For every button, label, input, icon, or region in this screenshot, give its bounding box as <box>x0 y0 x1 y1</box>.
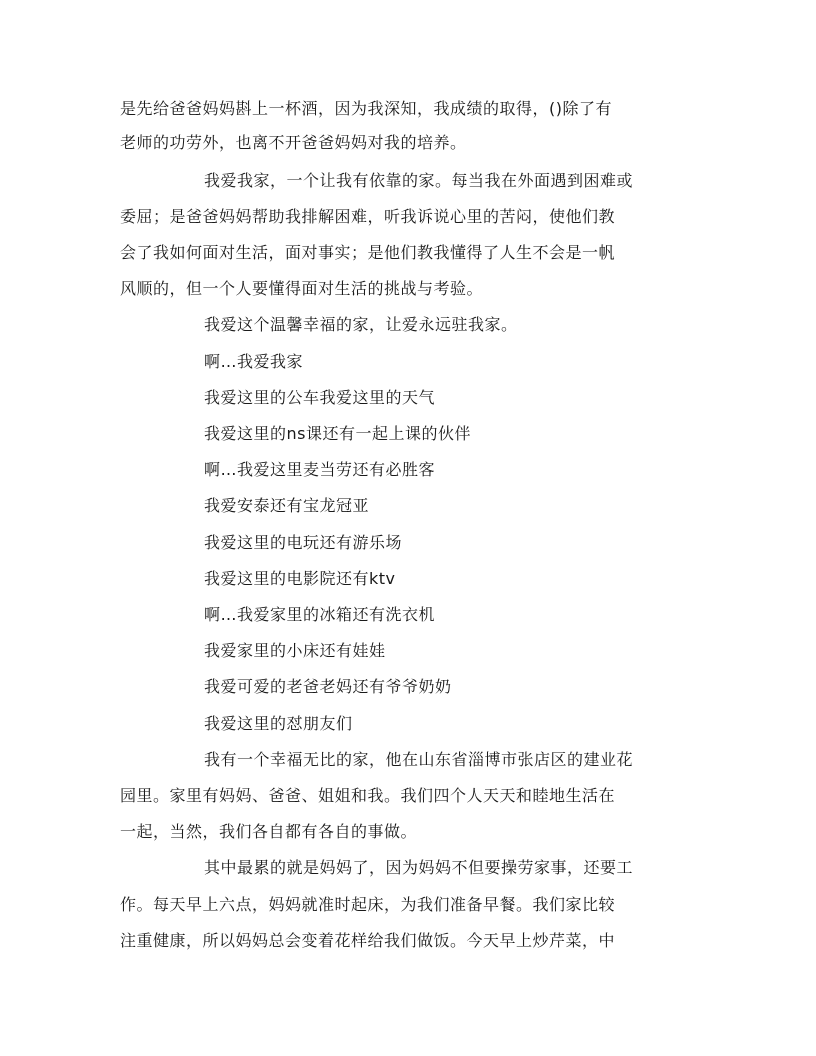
text-line: 其中最累的就是妈妈了，因为妈妈不但要操劳家事，还要工 <box>204 858 634 877</box>
text-line: 我爱这里的电影院还有ktv <box>204 569 396 588</box>
text-line: 园里。家里有妈妈、爸爸、姐姐和我。我们四个人天天和睦地生活在 <box>120 786 616 805</box>
text-line: 会了我如何面对生活，面对事实；是他们教我懂得了人生不会是一帆 <box>120 243 616 262</box>
text-line: 是先给爸爸妈妈斟上一杯酒，因为我深知，我成绩的取得，()除了有 <box>120 99 612 118</box>
text-line: 注重健康，所以妈妈总会变着花样给我们做饭。今天早上炒芹菜，中 <box>120 931 616 950</box>
text-line: 我爱我家，一个让我有依靠的家。每当我在外面遇到困难或 <box>204 171 634 190</box>
text-line: 我爱家里的小床还有娃娃 <box>204 641 386 660</box>
text-line: 我爱这里的怼朋友们 <box>204 714 353 733</box>
text-line: 啊…我爱家里的冰箱还有洗衣机 <box>204 605 436 624</box>
text-line: 老师的功劳外，也离不开爸爸妈妈对我的培养。 <box>120 133 467 152</box>
text-line: 作。每天早上六点，妈妈就准时起床，为我们准备早餐。我们家比较 <box>120 895 616 914</box>
text-line: 我爱这里的电玩还有游乐场 <box>204 533 403 552</box>
text-line: 啊…我爱我家 <box>204 352 304 371</box>
text-line: 我爱这里的ns课还有一起上课的伙伴 <box>204 424 471 443</box>
text-line: 啊…我爱这里麦当劳还有必胜客 <box>204 460 436 479</box>
text-line: 风顺的，但一个人要懂得面对生活的挑战与考验。 <box>120 279 484 298</box>
text-line: 我爱这个温馨幸福的家，让爱永远驻我家。 <box>204 315 518 334</box>
text-line: 我爱可爱的老爸老妈还有爷爷奶奶 <box>204 677 452 696</box>
text-line: 我有一个幸福无比的家，他在山东省淄博市张店区的建业花 <box>204 750 634 769</box>
text-line: 我爱安泰还有宝龙冠亚 <box>204 496 370 515</box>
text-line: 委屈；是爸爸妈妈帮助我排解困难，听我诉说心里的苦闷，使他们教 <box>120 207 616 226</box>
text-line: 我爱这里的公车我爱这里的天气 <box>204 388 436 407</box>
text-line: 一起，当然，我们各自都有各自的事做。 <box>120 822 418 841</box>
